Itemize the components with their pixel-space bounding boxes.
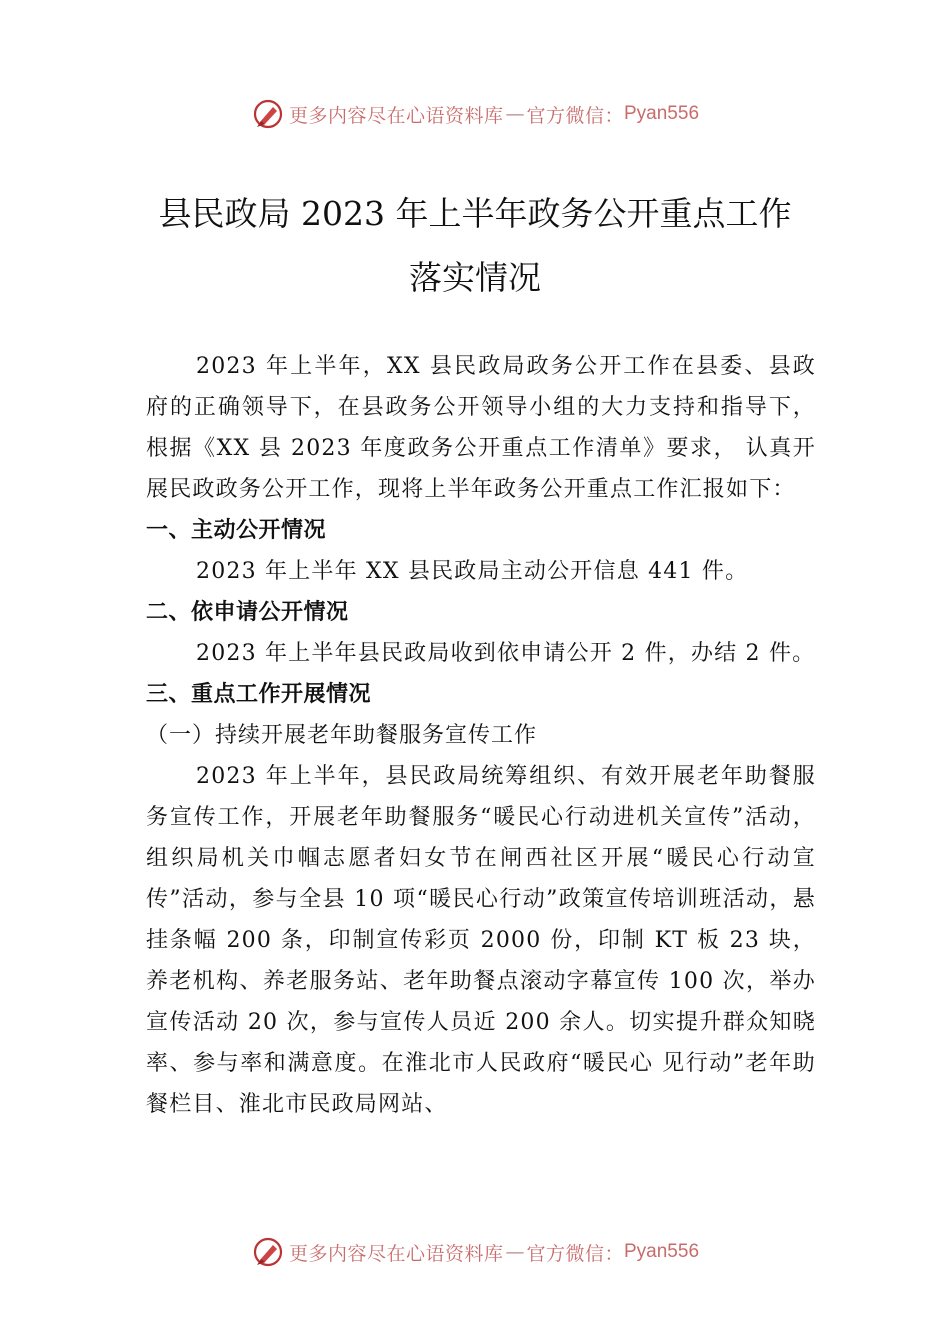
paragraph-section-2: 2023 年上半年县民政局收到依申请公开 2 件，办结 2 件。 bbox=[196, 641, 816, 666]
section-heading-3: 三、重点工作开展情况 bbox=[146, 682, 372, 707]
paragraph-section-1: 2023 年上半年 XX 县民政局主动公开信息 441 件。 bbox=[196, 559, 749, 584]
watermark-dash: — bbox=[505, 1241, 525, 1263]
watermark-wechat-id: Pyan556 bbox=[624, 1241, 700, 1262]
pen-nib-logo-icon bbox=[251, 97, 285, 131]
section-heading-2: 二、依申请公开情况 bbox=[146, 600, 349, 625]
paragraph-subsection-1: 2023 年上半年，县民政局统筹组织、有效开展老年助餐服务宣传工作，开展老年助餐服务“暖民心行动进机关宣传”活动，组织局机关巾帼志愿者妇女节在闸西社区开展“暖民心行动宣传”活动，参与全县 10 项“暖民心行动”政策宣传培训班活动，悬挂条幅 200 条，印制宣传彩页 2000 份，印制 KT 板 23 块，养老机构、养老服务站、老年助餐点滚动字幕宣传 100 次，举办宣传活动 20 次，参与宣传人员近 200 余人。切实提升群众知晓率、参与率和满意度。在淮北市人民政府“暖民心 见行动”老年助餐栏目、淮北市民政局网站、 bbox=[146, 764, 816, 1117]
section-heading-1: 一、主动公开情况 bbox=[146, 518, 327, 543]
paragraph-intro: 2023 年上半年，XX 县民政局政务公开工作在县委、县政府的正确领导下，在县政务公开领导小组的大力支持和指导下，根据《XX 县 2023 年度政务公开重点工作清单》要求， 认真开展民政政务公开工作，现将上半年政务公开重点工作汇报如下： bbox=[146, 354, 816, 502]
watermark-text: 更多内容尽在心语资料库 bbox=[288, 1242, 504, 1265]
watermark-wechat-id: Pyan556 bbox=[624, 103, 700, 124]
document-title-line-2: 落实情况 bbox=[409, 258, 541, 297]
document-body bbox=[146, 346, 816, 1125]
subsection-heading-1: （一）持续开展老年助餐服务宣传工作 bbox=[146, 723, 538, 748]
document-title-line-1: 县民政局 2023 年上半年政务公开重点工作 bbox=[158, 194, 792, 233]
watermark-dash: — bbox=[505, 103, 525, 125]
watermark-header bbox=[0, 94, 950, 134]
pen-nib-logo-icon bbox=[251, 1235, 285, 1269]
watermark-wechat-label: 官方微信： bbox=[526, 1242, 624, 1265]
watermark-text: 更多内容尽在心语资料库 bbox=[288, 104, 504, 127]
watermark-wechat-label: 官方微信： bbox=[526, 104, 624, 127]
watermark-footer bbox=[0, 1232, 950, 1272]
